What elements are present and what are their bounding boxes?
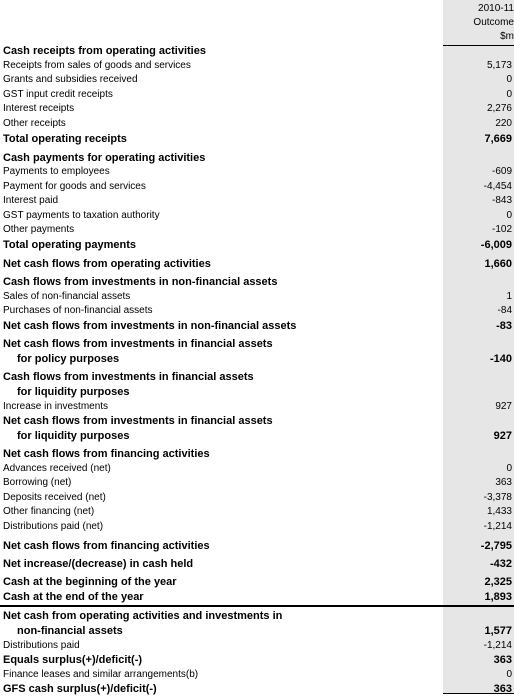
statement-row (0, 117, 514, 131)
row-label: Net cash flows from investments in non-financial assets (3, 320, 297, 332)
row-value: -83 (496, 320, 512, 332)
statement-row (0, 491, 514, 505)
statement-row (0, 609, 514, 623)
row-label: Grants and subsidies received (3, 74, 138, 85)
row-value: 0 (506, 74, 512, 85)
row-value: -432 (489, 558, 512, 570)
row-label: GST payments to taxation authority (3, 210, 160, 221)
row-label: Payment for goods and services (3, 181, 146, 192)
row-label: Net cash flows from investments in financial assets (3, 338, 273, 350)
row-label: Net increase/(decrease) in cash held (3, 558, 194, 570)
row-label: Sales of non-financial assets (3, 291, 131, 302)
statement-row (0, 73, 514, 87)
row-label: Net cash from operating activities and investments in (3, 610, 283, 622)
statement-row (0, 668, 514, 682)
row-label: Interest paid (3, 195, 59, 206)
statement-row (0, 539, 514, 553)
row-value: -84 (497, 305, 512, 316)
column-header-year: 2010-11 (478, 3, 514, 14)
row-value: 2,276 (486, 103, 512, 114)
row-value: 0 (506, 89, 512, 100)
statement-row (0, 209, 514, 223)
row-value: 5,173 (486, 60, 512, 71)
row-label: Net cash flows from financing activities (3, 448, 210, 460)
row-label: for liquidity purposes (17, 386, 130, 398)
row-value: 0 (506, 210, 512, 221)
row-label: Cash at the beginning of the year (3, 576, 177, 588)
column-header-unit: $m (500, 31, 514, 42)
row-label: Total operating receipts (3, 133, 127, 145)
row-label: Borrowing (net) (3, 477, 72, 488)
section-divider (0, 605, 514, 607)
row-value: 363 (493, 654, 512, 666)
statement-row (0, 462, 514, 476)
row-label: Net cash flows from operating activities (3, 258, 211, 270)
row-label: Other financing (net) (3, 506, 95, 517)
row-label: Cash receipts from operating activities (3, 45, 206, 57)
row-value: -140 (489, 353, 512, 365)
row-value: 363 (493, 683, 512, 695)
row-label: for policy purposes (17, 353, 120, 365)
statement-row (0, 238, 514, 252)
row-label: Equals surplus(+)/deficit(-) (3, 654, 143, 666)
statement-row (0, 414, 514, 428)
row-value: -4,454 (483, 181, 512, 192)
statement-row (0, 352, 514, 366)
row-label: GFS cash surplus(+)/deficit(-) (3, 683, 157, 695)
row-label: for liquidity purposes (17, 430, 130, 442)
statement-row (0, 44, 514, 58)
row-label: Total operating payments (3, 239, 137, 251)
row-label: Advances received (net) (3, 463, 111, 474)
statement-row (0, 385, 514, 399)
row-value: -6,009 (480, 239, 512, 251)
statement-row (0, 575, 514, 589)
statement-row (0, 447, 514, 461)
statement-row (0, 337, 514, 351)
statement-row (0, 590, 514, 604)
row-label: Receipts from sales of goods and services (3, 60, 191, 71)
row-value: -1,214 (483, 640, 512, 651)
row-label: Distributions paid (3, 640, 80, 651)
row-value: 1,893 (484, 591, 512, 603)
row-value: -2,795 (480, 540, 512, 552)
row-label: Finance leases and similar arrangements(b) (3, 669, 199, 680)
row-label: GST input credit receipts (3, 89, 113, 100)
statement-row (0, 290, 514, 304)
row-value: -843 (491, 195, 512, 206)
row-value: 1,660 (484, 258, 512, 270)
row-value: 0 (506, 463, 512, 474)
statement-row (0, 180, 514, 194)
statement-row (0, 194, 514, 208)
column-header-outcome: Outcome (473, 17, 514, 28)
statement-row (0, 257, 514, 271)
statement-row (0, 639, 514, 653)
row-value: -1,214 (483, 521, 512, 532)
statement-row (0, 520, 514, 534)
statement-row (0, 151, 514, 165)
row-label: Distributions paid (net) (3, 521, 104, 532)
row-value: 0 (506, 669, 512, 680)
row-value: 7,669 (484, 133, 512, 145)
statement-row (0, 429, 514, 443)
row-value: 927 (495, 401, 512, 412)
statement-row (0, 59, 514, 73)
row-label: Net cash flows from investments in financial assets (3, 415, 273, 427)
row-value: 927 (493, 430, 512, 442)
statement-row (0, 505, 514, 519)
row-label: Cash at the end of the year (3, 591, 144, 603)
statement-row (0, 223, 514, 237)
statement-row (0, 319, 514, 333)
row-label: Deposits received (net) (3, 492, 106, 503)
row-label: Other payments (3, 224, 75, 235)
statement-row (0, 653, 514, 667)
row-label: Net cash flows from financing activities (3, 540, 210, 552)
row-label: non-financial assets (17, 625, 123, 637)
row-label: Payments to employees (3, 166, 110, 177)
row-value: -3,378 (483, 492, 512, 503)
row-label: Cash flows from investments in financial assets (3, 371, 254, 383)
statement-row (0, 624, 514, 638)
statement-row (0, 165, 514, 179)
row-label: Increase in investments (3, 401, 109, 412)
row-label: Cash payments for operating activities (3, 152, 206, 164)
statement-row (0, 275, 514, 289)
statement-row (0, 132, 514, 146)
statement-row (0, 304, 514, 318)
row-value: -102 (491, 224, 512, 235)
statement-row (0, 88, 514, 102)
statement-row (0, 557, 514, 571)
row-value: 2,325 (484, 576, 512, 588)
row-value: 1 (506, 291, 512, 302)
row-label: Purchases of non-financial assets (3, 305, 153, 316)
row-value: 1,577 (484, 625, 512, 637)
row-value: 363 (495, 477, 512, 488)
statement-row (0, 476, 514, 490)
row-value: 220 (495, 118, 512, 129)
statement-row (0, 370, 514, 384)
row-label: Other receipts (3, 118, 66, 129)
statement-row (0, 400, 514, 414)
row-label: Interest receipts (3, 103, 75, 114)
row-label: Cash flows from investments in non-financial assets (3, 276, 278, 288)
row-value: 1,433 (486, 506, 512, 517)
statement-row (0, 102, 514, 116)
row-value: -609 (491, 166, 512, 177)
